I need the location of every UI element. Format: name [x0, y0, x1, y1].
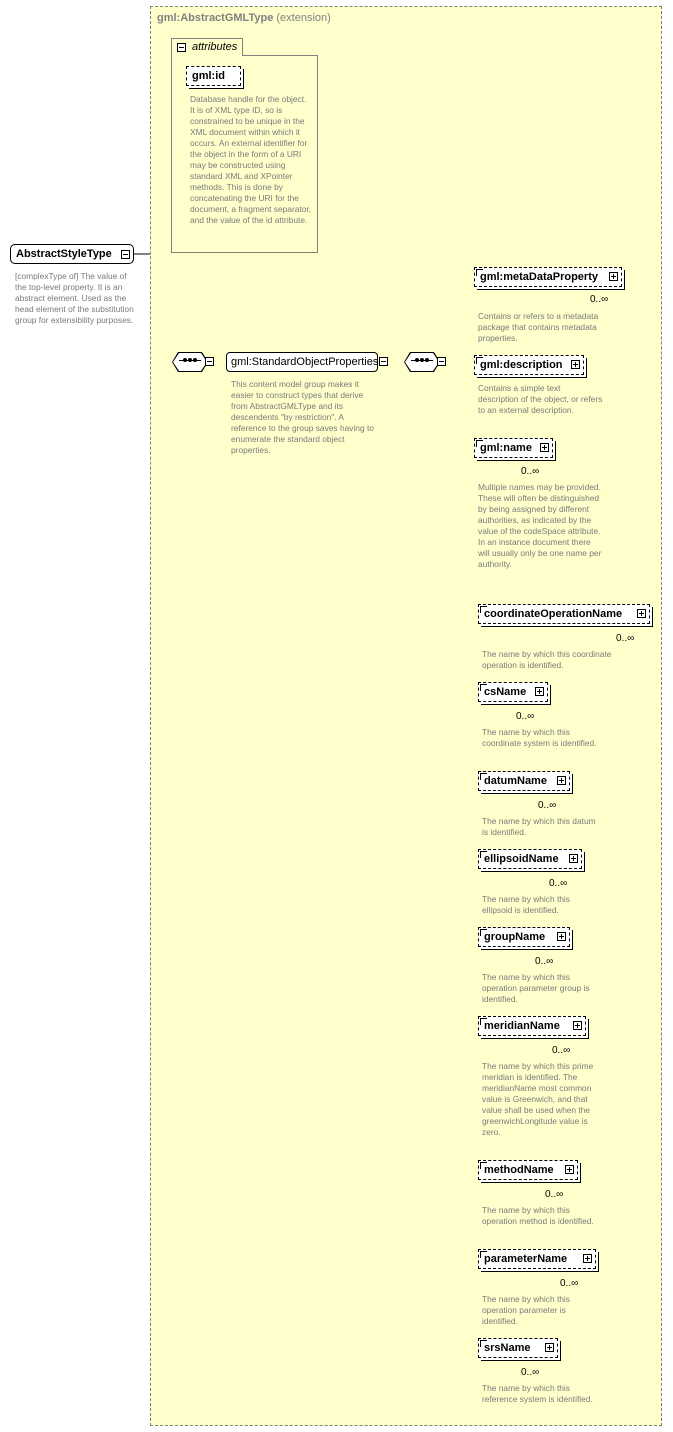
expand-icon[interactable] [583, 1254, 592, 1263]
attributes-title: attributes [192, 41, 238, 53]
element-name: csName [484, 686, 527, 698]
extension-name: gml:AbstractGMLType [157, 12, 274, 24]
element-doc: The name by which this coordinate system is identified. [482, 727, 597, 748]
substitution-element[interactable] [478, 1160, 578, 1180]
cardinality: 0..∞ [535, 956, 554, 967]
collapse-icon[interactable] [177, 43, 186, 52]
element-description[interactable] [474, 355, 584, 375]
root-doc: [complexType of] The value of the top-level property. It is an abstract element. Used as the head element of the substitution group for extensibility purposes. [15, 271, 134, 325]
collapse-icon[interactable] [379, 357, 388, 366]
element-doc: Multiple names may be provided. These will often be distinguished by being assigned by different authorities, as indicated by the value of the codeSpace attribute. In an instance document there will usually only be one name per authority. [478, 482, 602, 569]
root-element[interactable] [10, 244, 134, 264]
extension-suffix: (extension) [276, 12, 331, 24]
element-name: ellipsoidName [484, 853, 559, 865]
cardinality: 0..∞ [616, 633, 635, 644]
element-name: meridianName [484, 1020, 560, 1032]
collapse-icon[interactable] [205, 357, 214, 366]
expand-icon[interactable] [609, 272, 618, 281]
root-name: AbstractStyleType [16, 248, 112, 260]
group-doc: This content model group makes it easier to construct types that derive from AbstractGMLType and its descendents "by restriction". A reference to the group saves having to enumerate the standard object properties. [231, 379, 374, 455]
cardinality: 0..∞ [521, 1367, 540, 1378]
expand-icon[interactable] [557, 932, 566, 941]
element-name: methodName [484, 1164, 554, 1176]
element-doc: Contains a simple text description of the object, or refers to an external description. [478, 383, 603, 415]
collapse-icon[interactable] [437, 357, 446, 366]
substitution-element[interactable] [478, 1338, 558, 1358]
expand-icon[interactable] [573, 1021, 582, 1030]
substitution-element[interactable] [478, 849, 582, 869]
element-name-label: gml:name [480, 442, 532, 454]
attribute-doc: Database handle for the object. It is of XML type ID, so is constrained to be unique in the XML document within which it occurs. An external identifier for the object in the form of a URI may be constructed using standard XML and XPointer methods. This is done by concatenating the URI for the document, a fragment separator, and the value of the id attribute. [190, 94, 312, 225]
substitution-element[interactable] [478, 1249, 596, 1269]
cardinality: 0..∞ [549, 878, 568, 889]
element-doc: The name by which this operation parameter is identified. [482, 1294, 570, 1326]
collapse-icon[interactable] [121, 250, 130, 259]
element-name: parameterName [484, 1253, 568, 1265]
attributes-tab[interactable] [171, 38, 243, 56]
cardinality: 0..∞ [552, 1045, 571, 1056]
sequence-compositor[interactable] [404, 352, 440, 372]
extension-title [157, 12, 331, 24]
cardinality: 0..∞ [538, 800, 557, 811]
expand-icon[interactable] [637, 609, 646, 618]
substitution-element[interactable] [478, 604, 650, 624]
substitution-element[interactable] [478, 1016, 586, 1036]
cardinality: 0..∞ [560, 1278, 579, 1289]
expand-icon[interactable] [545, 1343, 554, 1352]
expand-icon[interactable] [569, 854, 578, 863]
sequence-compositor[interactable] [172, 352, 208, 372]
element-name: gml:description [480, 359, 563, 371]
element-doc: The name by which this reference system is identified. [482, 1383, 593, 1404]
group-name: gml:StandardObjectProperties [231, 356, 379, 368]
element-name[interactable] [474, 438, 553, 458]
substitution-element[interactable] [478, 927, 570, 947]
element-doc: The name by which this datum is identified. [482, 816, 596, 837]
substitution-element[interactable] [478, 771, 570, 791]
cardinality: 0..∞ [590, 294, 609, 305]
expand-icon[interactable] [535, 687, 544, 696]
cardinality: 0..∞ [545, 1189, 564, 1200]
element-doc: The name by which this operation parameter group is identified. [482, 972, 590, 1004]
expand-icon[interactable] [540, 443, 549, 452]
element-name: groupName [484, 931, 546, 943]
substitution-element[interactable] [478, 682, 548, 702]
element-doc: The name by which this prime meridian is identified. The meridianName most common value is Greenwich, and that value shall be used when the greenwichLongitude value is zero. [482, 1061, 594, 1137]
attribute-gml-id[interactable] [186, 66, 241, 86]
expand-icon[interactable] [565, 1165, 574, 1174]
expand-icon[interactable] [571, 360, 580, 369]
attribute-name: gml:id [192, 70, 225, 82]
element-doc: The name by which this coordinate operation is identified. [482, 649, 612, 670]
element-doc: The name by which this ellipsoid is identified. [482, 894, 570, 915]
element-name: coordinateOperationName [484, 608, 623, 620]
element-name: gml:metaDataProperty [480, 271, 598, 283]
element-name: srsName [484, 1342, 531, 1354]
cardinality: 0..∞ [516, 711, 535, 722]
element-doc: The name by which this operation method is identified. [482, 1205, 594, 1226]
element-doc: Contains or refers to a metadata package that contains metadata properties. [478, 311, 599, 343]
element-name: datumName [484, 775, 547, 787]
cardinality: 0..∞ [521, 466, 540, 477]
group-standard-object-properties[interactable] [226, 352, 378, 372]
expand-icon[interactable] [557, 776, 566, 785]
element-metadata-property[interactable] [474, 267, 622, 287]
